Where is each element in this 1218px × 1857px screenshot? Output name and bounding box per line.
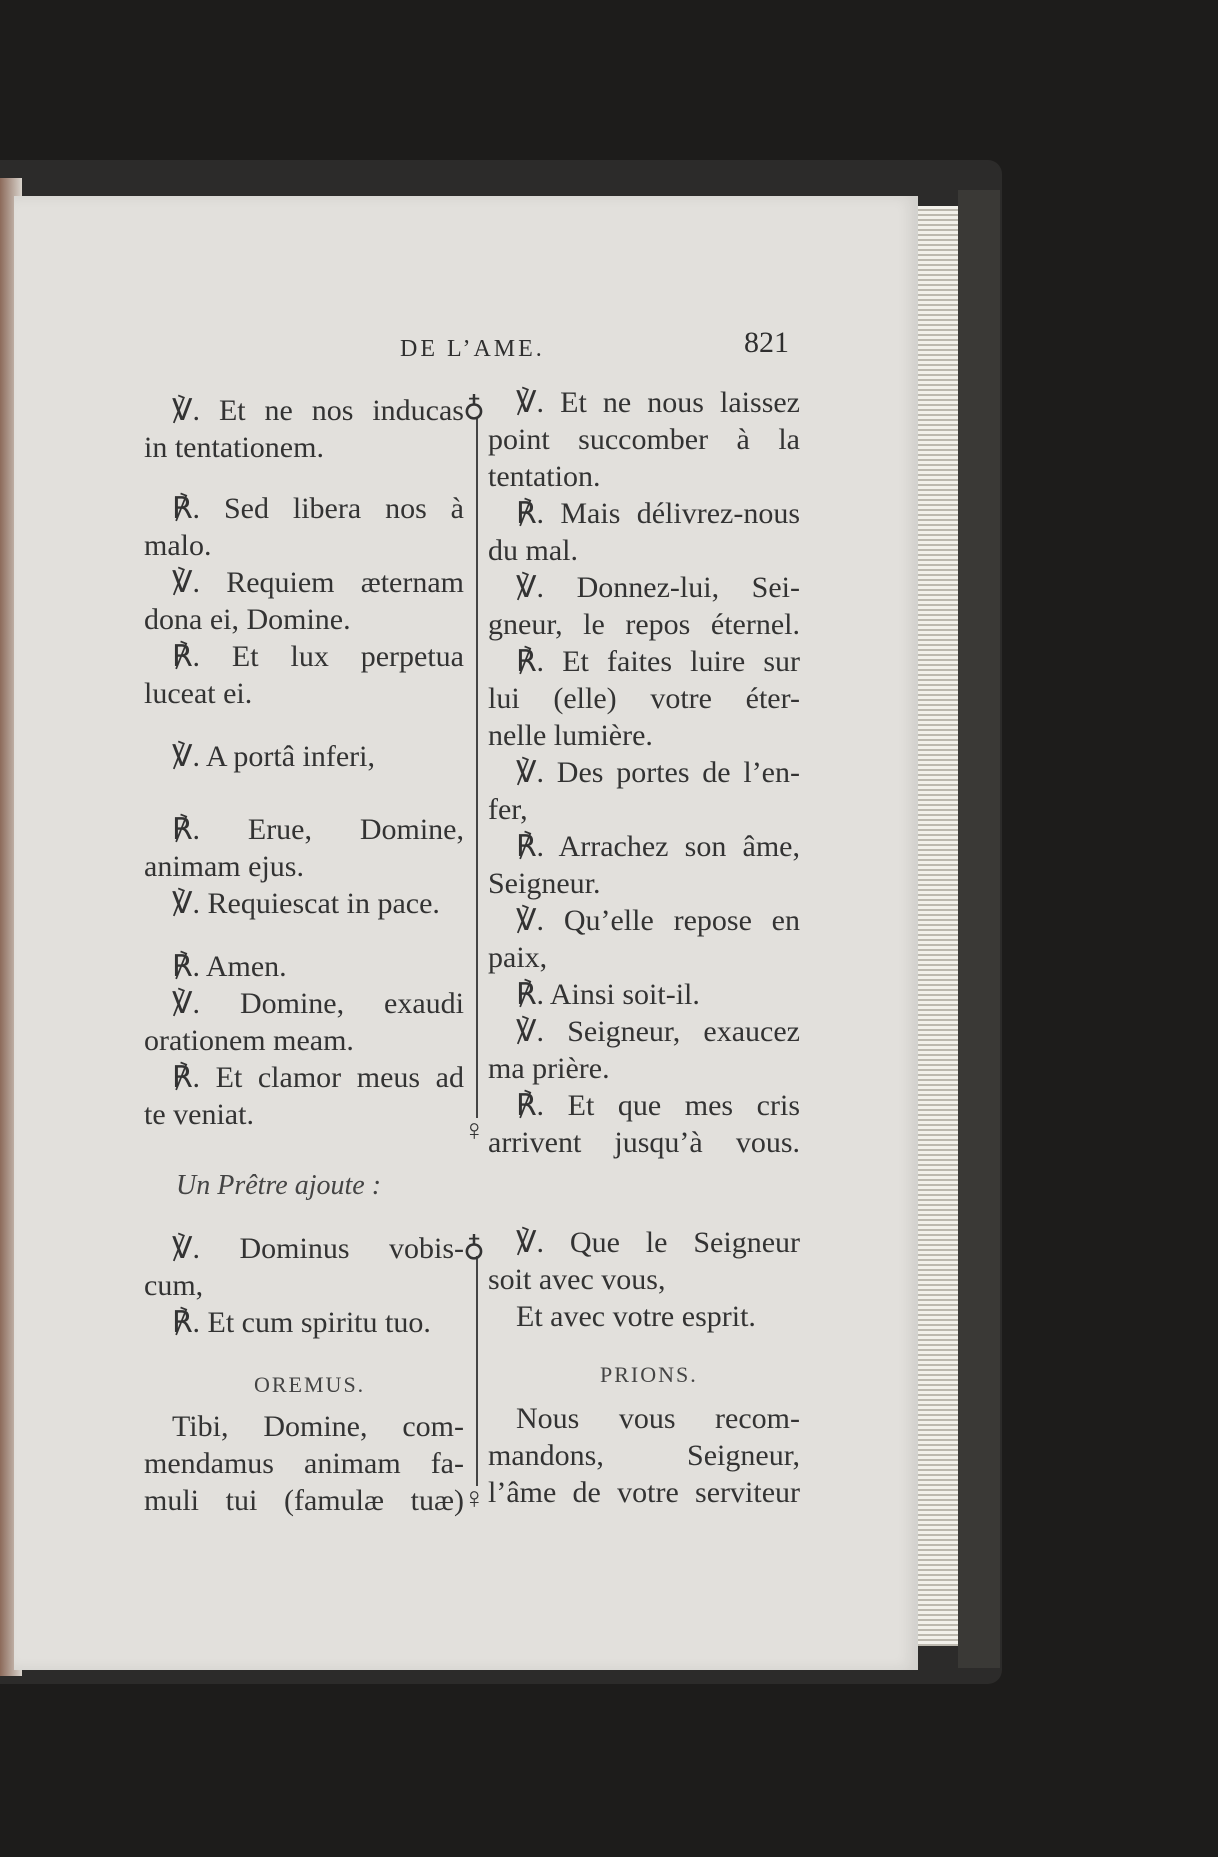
french-line: ℣. Donnez-lui, Sei- [516, 571, 800, 604]
heading-oremus: OREMUS. [254, 1372, 366, 1397]
french-line: ma prière. [488, 1052, 610, 1085]
french-line: arrivent jusqu’à vous. [488, 1126, 800, 1159]
ornament-bottom-b: ♀ [463, 1482, 486, 1515]
latin-line: muli tui (famulæ tuæ) [144, 1484, 464, 1517]
latin-line: ℟. Et clamor meus ad [172, 1061, 464, 1094]
french-line: point succomber à la [488, 423, 800, 456]
french-column-b [488, 1224, 800, 1335]
french-line: Nous vous recom- [516, 1402, 800, 1435]
latin-line: malo. [144, 529, 212, 562]
french-line: ℣. Que le Seigneur [516, 1226, 800, 1259]
latin-line: luceat ei. [144, 677, 253, 710]
french-line: tentation. [488, 460, 601, 493]
french-line: ℟. Mais délivrez-nous [516, 497, 800, 530]
latin-line: ℣. Et ne nos inducas [172, 394, 464, 427]
french-line: soit avec vous, [488, 1263, 666, 1296]
page-number: 821 [744, 326, 789, 359]
latin-line: ℣. A portâ inferi, [172, 740, 375, 773]
rubric: Un Prêtre ajoute : [176, 1170, 382, 1201]
french-line: mandons, Seigneur, [488, 1439, 800, 1472]
latin-line: ℣. Requiescat in pace. [172, 887, 440, 920]
french-line: ℟. Ainsi soit-il. [516, 978, 700, 1011]
latin-line: orationem meam. [144, 1024, 354, 1057]
heading-prions: PRIONS. [600, 1362, 698, 1387]
column-rule-b [476, 1256, 478, 1486]
french-line: du mal. [488, 534, 578, 567]
latin-line: animam ejus. [144, 850, 304, 883]
latin-column-a [144, 392, 464, 1133]
french-line: nelle lumière. [488, 719, 653, 752]
french-line: paix, [488, 941, 548, 974]
latin-line: ℟. Sed libera nos à [172, 492, 464, 525]
french-column-a [488, 384, 800, 1161]
french-column-c [488, 1400, 800, 1511]
ornament-top-a: ♁ [463, 390, 485, 423]
french-line: gneur, le repos éternel. [488, 608, 800, 641]
ornament-bottom-a: ♀ [463, 1114, 486, 1147]
latin-line: ℟. Amen. [172, 950, 287, 983]
french-line: ℣. Et ne nous laissez [516, 386, 800, 419]
latin-line: in tentationem. [144, 431, 324, 464]
page-block-edges [918, 206, 958, 1646]
french-line: ℟. Et que mes cris [516, 1089, 800, 1122]
french-line: ℣. Des portes de l’en- [516, 756, 800, 789]
latin-line: ℣. Dominus vobis- [172, 1232, 464, 1265]
latin-column-c [144, 1408, 464, 1519]
running-header: DE L’AME. [400, 336, 545, 362]
french-line: ℣. Qu’elle repose en [516, 904, 800, 937]
column-rule-a [476, 418, 478, 1118]
french-line: ℟. Et faites luire sur [516, 645, 800, 678]
latin-line: te veniat. [144, 1098, 254, 1131]
french-line: fer, [488, 793, 528, 826]
french-line: ℟. Arrachez son âme, [516, 830, 800, 863]
ornament-top-b: ♁ [463, 1230, 485, 1263]
latin-line: mendamus animam fa- [144, 1447, 464, 1480]
latin-line: Tibi, Domine, com- [172, 1410, 464, 1443]
french-line: l’âme de votre serviteur [488, 1476, 800, 1509]
latin-column-b [144, 1230, 464, 1341]
cover-edge [958, 190, 1000, 1668]
french-line: ℣. Seigneur, exaucez [516, 1015, 800, 1048]
latin-line: ℟. Et lux perpetua [172, 640, 464, 673]
french-line: Et avec votre esprit. [516, 1300, 756, 1333]
latin-line: ℣. Requiem æternam [172, 566, 464, 599]
latin-line: ℟. Erue, Domine, [172, 813, 464, 846]
french-line: Seigneur. [488, 867, 601, 900]
latin-line: ℟. Et cum spiritu tuo. [172, 1306, 431, 1339]
latin-line: dona ei, Domine. [144, 603, 351, 636]
latin-line: cum, [144, 1269, 204, 1302]
french-line: lui (elle) votre éter- [488, 682, 800, 715]
latin-line: ℣. Domine, exaudi [172, 987, 464, 1020]
